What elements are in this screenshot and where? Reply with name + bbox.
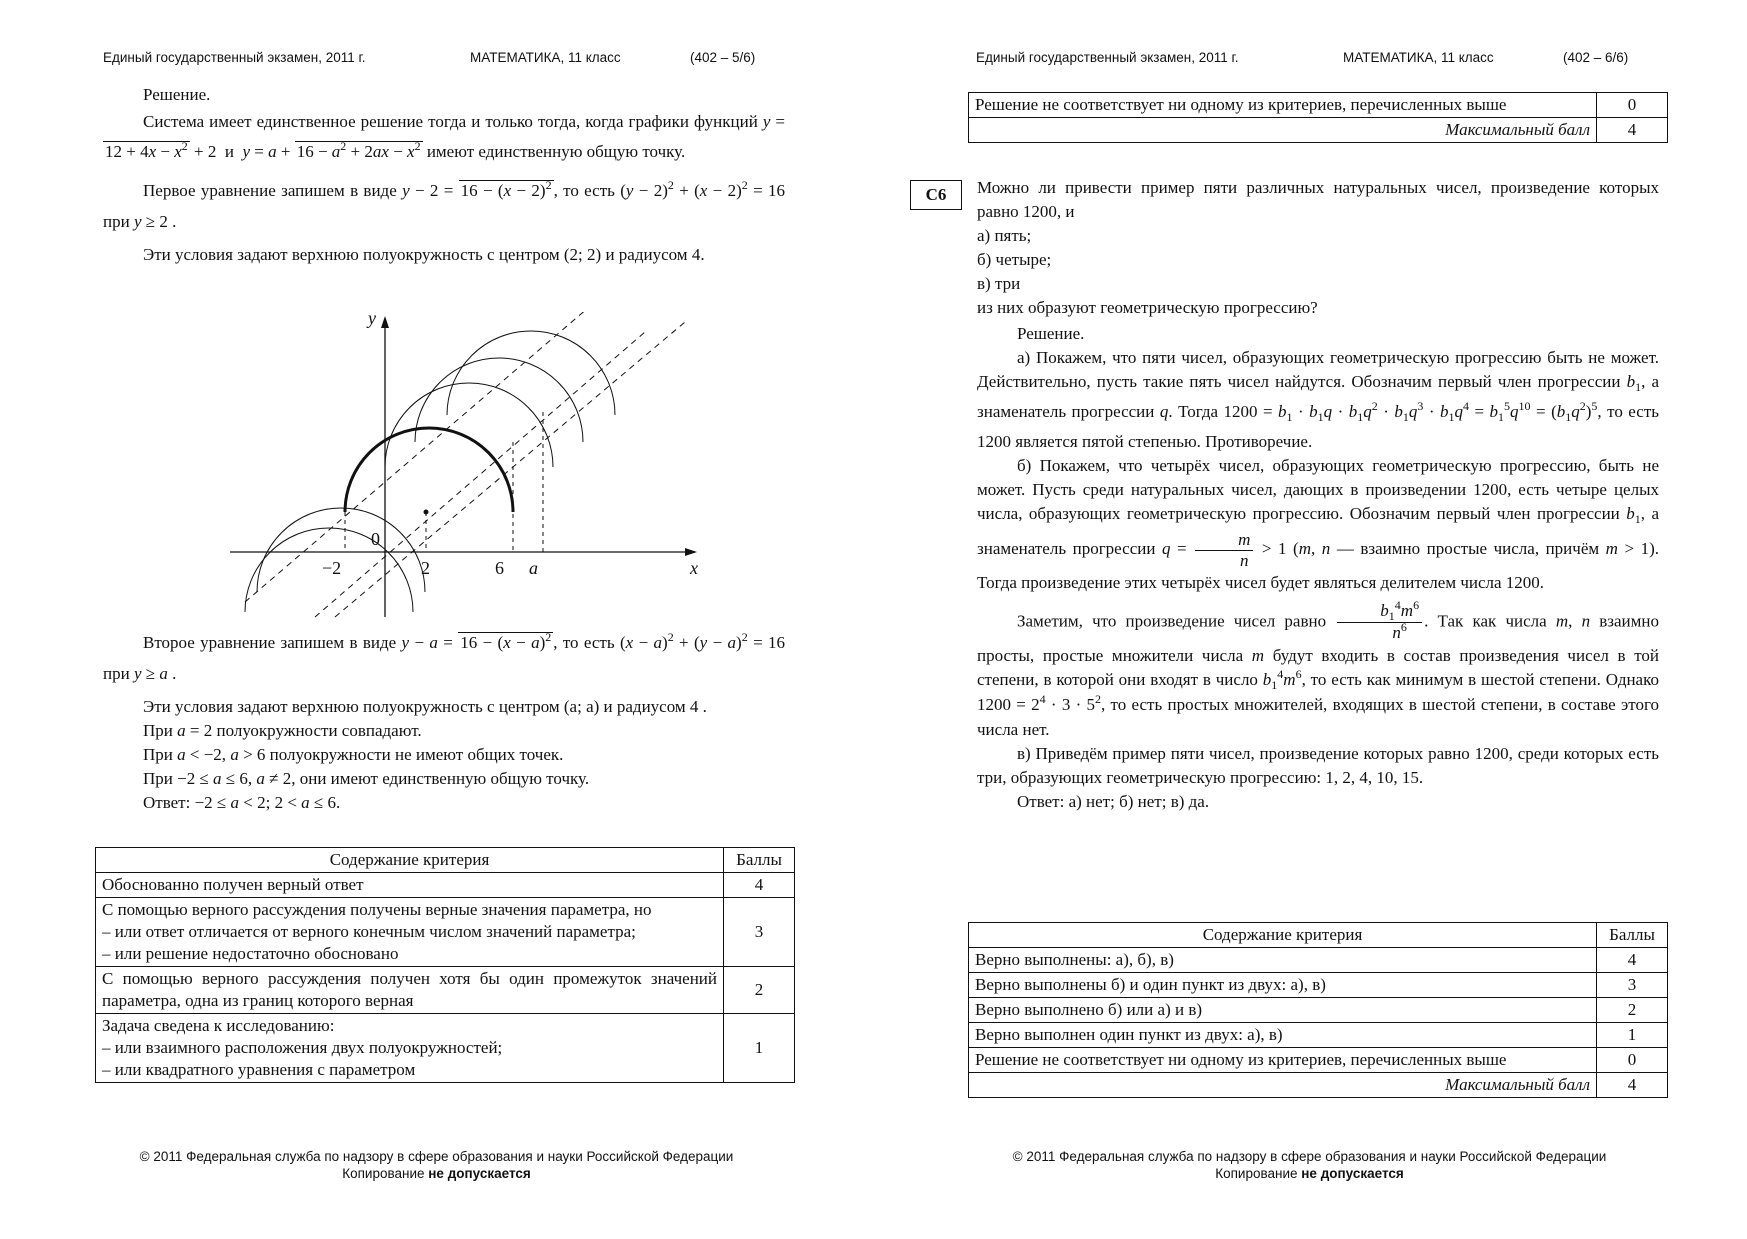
table-row: Обоснованно получен верный ответ 4 [96,873,795,898]
formula-product-five: $1200 = b_1 \cdot b_1q \cdot b_1q^2 \cdot b_1q^3 \cdot b_1q^4 = b_1^5q^{10} = (b_1q^2)^5$ [1223,399,1598,424]
left-solution-text-2 [103,628,785,815]
option-a: а) пять; [977,226,1032,245]
footer-left: © 2011 Федеральная служба по надзору в сфере образования и науки Российской Федерации Копирование не допускается [139,1149,734,1181]
answer-line: Ответ: а) нет; б) нет; в) да. [1017,792,1210,811]
task-intro: Можно ли привести пример пяти различных натуральных чисел, произведение которых равно 1200, и [977,178,1659,221]
solution-label: Решение. [1017,324,1085,343]
formula-functions: $y = 12 + 4x - x^2 + 2$ и $y = a + 16 - a^2 + 2ax - x^2$ [105,112,786,161]
header-subject: МАТЕМАТИКА, 11 класс [1343,50,1494,65]
paragraph-part-c: в) Приведём пример пяти чисел, произведение которых равно 1200, среди которых есть три, образующих геометрическую прогрессию: 1, 2, 4, 10, 15. [977,744,1659,787]
table-row: Решение не соответствует ни одному из критериев, перечисленных выше 0 [969,93,1668,118]
paragraph-semicircle-2: Эти условия задают верхнюю полуокружность с центром (a; a) и радиусом 4 . [143,697,707,716]
tick-label-2: 2 [421,558,430,578]
case-a-equals-2: При a = 2 полуокружности совпадают. [143,721,422,740]
table-header-row [969,923,1668,948]
case-no-common-points: При a < −2, a > 6 полуокружности не имеют общих точек. [143,745,564,764]
max-score-row: Максимальный балл 4 [969,118,1668,143]
y-axis-label: y [368,312,376,328]
solution-label: Решение. [143,85,211,104]
tick-label-a: a [529,558,538,578]
table-row: С помощью верного рассуждения получен хотя бы один промежуток значений параметра, одна из границ которого верная 2 [96,967,795,1014]
dashed-line-left [245,312,595,602]
dashed-line-center [315,332,645,617]
x-axis-label: x [690,558,698,578]
paragraph-system: Система имеет единственное решение тогда и только тогда, когда графики функций $y = 12 + 4x - x^2 + 2$ и $y = a + 16 - a^2 + 2ax - x^2$ имеют единственную общую точку. [105,112,786,161]
semicircle-a-minus-2 [257,508,425,592]
formula-q-ratio: q = $\frac{m}{n}$ > 1 (m, n [1161,529,1331,570]
semicircle-a-4 [385,383,553,467]
formula-first-eq: $y - 2 = 16 - (x - 2)^2$ [402,178,552,200]
option-c: в) три [977,274,1021,293]
header-exam: Единый государственный экзамен, 2011 г. [976,50,1239,65]
left-page [0,0,873,1239]
header-page-number: (402 – 5/6) [690,50,756,65]
table-row: Верно выполнены б) и один пункт из двух: а), в) 3 [969,973,1668,998]
dashed-line-right [335,322,685,617]
tick-label-6: 6 [495,558,504,578]
formula-circle-2: $(x - a)^2 + (y - a)^2 = 16$ при y ≥ a . [103,630,786,683]
x-axis-arrow-icon [685,548,697,556]
paragraph-part-a: а) Покажем, что пяти чисел, образующих геометрическую прогрессию быть не может. Действительно, пусть такие пять чисел найдутся. Обозначим первый член прогрессии $b_1$, а знаменатель прогрессии q. Тогда $1200 = b_1 \cdot b_1q \cdot b_1q^2 \cdot b_1q^3 \cdot b_1q^4 = b_1^5q^{10} = (b_1q^2)^5$, то есть 1200 является пятой степенью. Противоречие. [977,348,1660,451]
formula-factorization: $1200 = 2^4 \cdot 3 \cdot 5^2$ [977,692,1102,714]
column-points-header: Баллы [1597,923,1668,948]
column-content-header: Содержание критерия [96,848,724,873]
origin-label: 0 [371,529,380,549]
right-criteria-table [968,922,1668,1098]
header-subject: МАТЕМАТИКА, 11 класс [470,50,621,65]
left-criteria-table [95,847,795,1083]
center-point [424,510,429,515]
left-solution-text [103,83,785,267]
task-label-badge: С6 [910,180,962,210]
header-page-number: (402 – 6/6) [1563,50,1629,65]
paragraph-part-b: б) Покажем, что четырёх чисел, образующих геометрическую прогрессию, быть не может. Пусть среди натуральных чисел, дающих в произведении 1200, есть четыре целых числа, образующих геометрическую прогрессию. Обозначим первый член прогрессии $b_1$, а знаменатель прогрессии q = $\frac{m}{n}$ > 1 (m, n — взаимно простые числа, причём m > 1). Тогда произведение этих четырёх чисел будет являться делителем числа 1200. [977,456,1660,592]
paragraph-first-equation: Первое уравнение запишем в виде $y - 2 = 16 - (x - 2)^2$ , то есть $(y - 2)^2 + (x - 2)^2 = 16$ при y ≥ 2 . [103,178,786,231]
table-row: Верно выполнено б) или а) и в) 2 [969,998,1668,1023]
right-task-text [977,176,1659,814]
formula-circle-1: $(y - 2)^2 + (x - 2)^2 = 16$ при y ≥ 2 . [103,178,786,231]
formula-second-eq: $y - a = 16 - (x - a)^2$ [401,630,552,652]
table-row: Верно выполнены: а), б), в) 4 [969,948,1668,973]
header-exam: Единый государственный экзамен, 2011 г. [103,50,366,65]
right-top-criteria-table [968,92,1668,143]
paragraph-second-equation: Второе уравнение запишем в виде $y - a = 16 - (x - a)^2$ , то есть $(x - a)^2 + (y - a)^2 = 16$ при y ≥ a . [103,630,786,683]
paragraph-part-b-2: Заметим, что произведение чисел равно $\frac{b_1^4m^6}{n^6}$ . Так как числа m, n взаимно просты, простые множители числа m будут входить в состав произведения чисел в той степени, в которой они входят в число $b_1^4m^6$, то есть как минимум в шестой степени. Однако $1200 = 2^4 \cdot 3 \cdot 5^2$, то есть простых множителей, входящих в шестой степени, в составе этого числа нет. [977,598,1660,739]
tick-label-minus-2: −2 [322,558,342,578]
semicircles-graph [225,312,715,622]
task-tail: из них образуют геометрическую прогрессию? [977,298,1318,317]
table-header-row [96,848,795,873]
table-row: Задача сведена к исследованию: – или взаимного расположения двух полуокружностей; – или квадратного уравнения с параметром 1 [96,1014,795,1083]
answer-line: Ответ: −2 ≤ a < 2; 2 < a ≤ 6. [143,793,341,812]
semicircle-center-2-2 [345,428,513,512]
column-content-header: Содержание критерия [969,923,1597,948]
case-single-point: При −2 ≤ a ≤ 6, a ≠ 2, они имеют единственную общую точку. [143,769,590,788]
paragraph-semicircle-1: Эти условия задают верхнюю полуокружность с центром (2; 2) и радиусом 4. [143,245,705,264]
y-axis-arrow-icon [381,316,389,328]
table-row: Решение не соответствует ни одному из критериев, перечисленных выше 0 [969,1048,1668,1073]
formula-product-fraction: $\frac{b_1^4m^6}{n^6}$ [1337,601,1422,644]
max-score-row: Максимальный балл 4 [969,1073,1668,1098]
footer-right: © 2011 Федеральная служба по надзору в сфере образования и науки Российской Федерации Копирование не допускается [1012,1149,1607,1181]
option-b: б) четыре; [977,250,1052,269]
column-points-header: Баллы [724,848,795,873]
table-row: Верно выполнен один пункт из двух: а), в) 1 [969,1023,1668,1048]
table-row: С помощью верного рассуждения получены верные значения параметра, но – или ответ отличается от верного конечным числом значений параметра; – или решение недостаточно обосновано 3 [96,898,795,967]
